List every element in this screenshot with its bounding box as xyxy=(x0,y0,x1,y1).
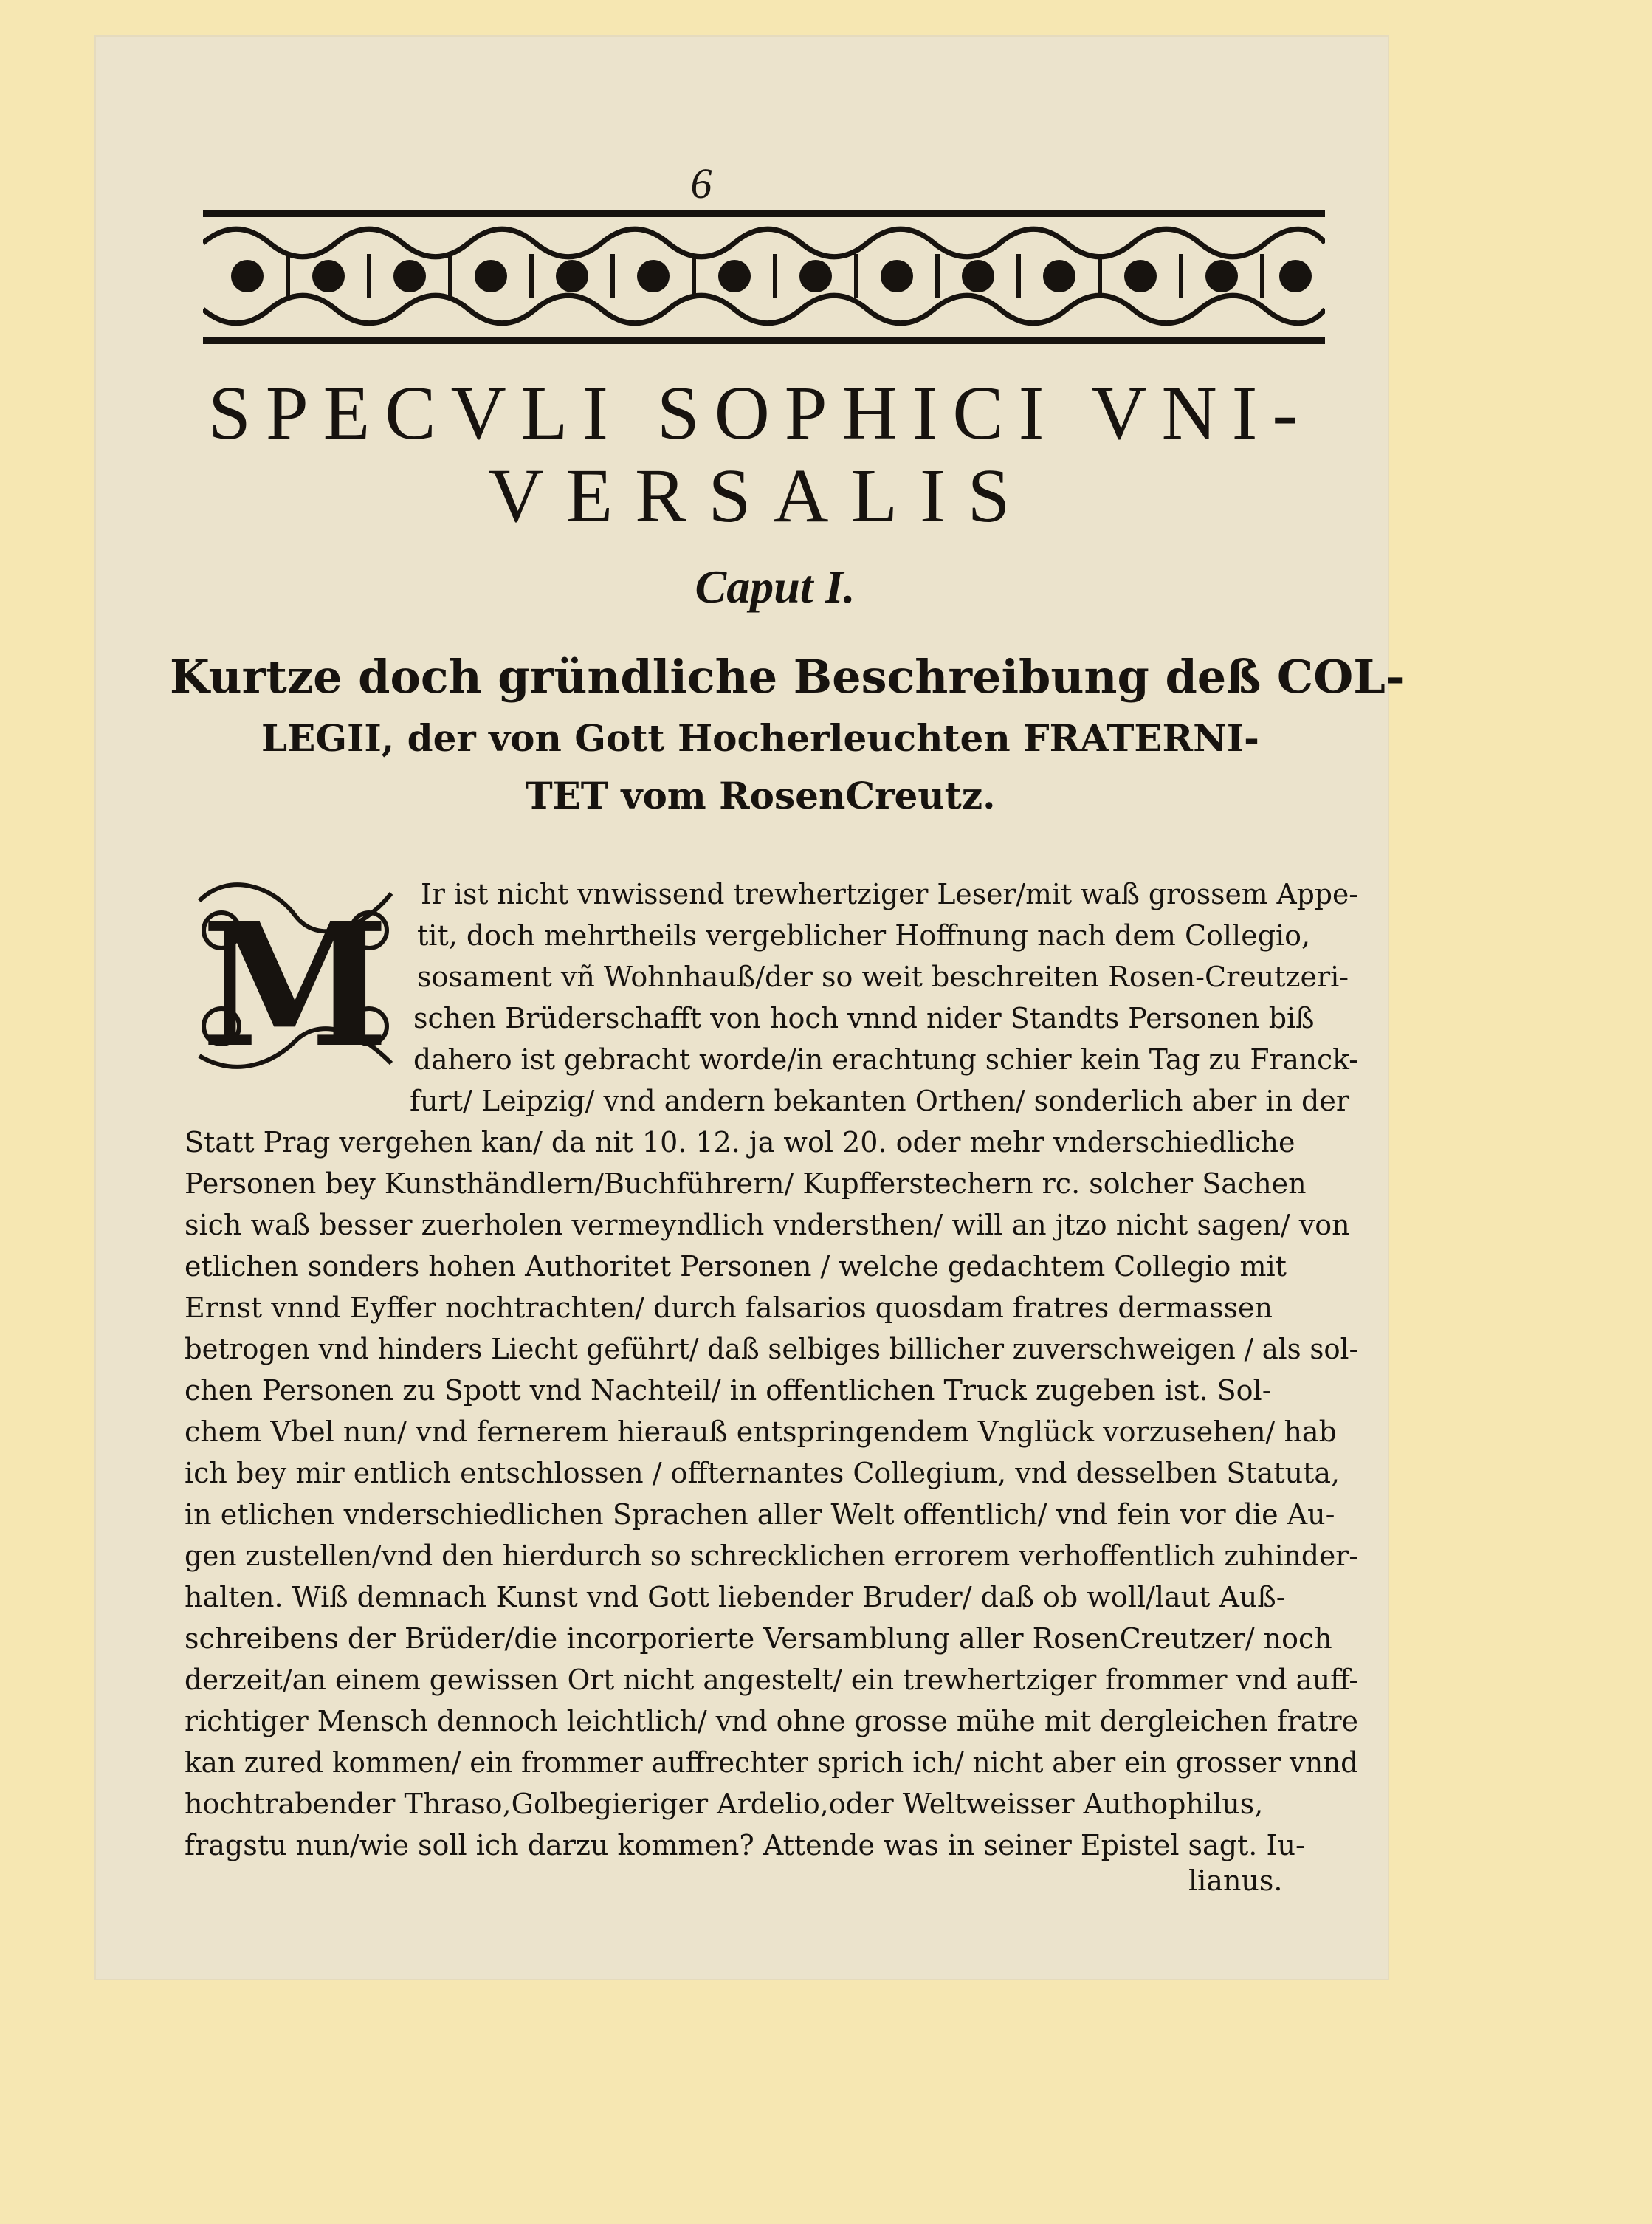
body-line-22: kan zured kommen/ ein frommer auffrechter sprich ich/ nicht aber ein grosser vnnd xyxy=(185,1746,1358,1779)
body-line-18: halten. Wiß demnach Kunst vnd Gott liebender Bruder/ daß ob woll/laut Auß- xyxy=(185,1581,1286,1613)
body-line-4: schen Brüderschafft von hoch vnnd nider Standts Personen biß xyxy=(413,1002,1315,1034)
body-line-7: Statt Prag vergehen kan/ da nit 10. 12. ja wol 20. oder mehr vnderschiedliche xyxy=(185,1126,1295,1159)
body-line-20: derzeit/an einem gewissen Ort nicht angestelt/ ein trewhertziger frommer vnd auff- xyxy=(185,1664,1358,1696)
body-line-25: lianus. xyxy=(1188,1864,1283,1897)
body-line-12: betrogen vnd hinders Liecht geführt/ daß selbiges billicher zuverschweigen / als sol- xyxy=(185,1333,1358,1365)
page-number: 6 xyxy=(690,159,712,207)
ornament-border xyxy=(203,210,1325,344)
body-line-19: schreibens der Brüder/die incorporierte Versamblung aller RosenCreutzer/ noch xyxy=(185,1622,1332,1655)
body-line-23: hochtrabender Thraso,Golbegieriger Ardelio,oder Weltweisser Authophilus, xyxy=(185,1788,1264,1820)
body-line-17: gen zustellen/vnd den hierdurch so schrecklichen errorem verhoffentlich zuhinder- xyxy=(185,1540,1358,1572)
body-line-1: Ir ist nicht vnwissend trewhertziger Leser/mit waß grossem Appe- xyxy=(421,878,1358,910)
heading-line-1: Kurtze doch gründliche Beschreibung deß COL- xyxy=(170,650,1405,704)
body-line-5: dahero ist gebracht worde/in erachtung schier kein Tag zu Franck- xyxy=(413,1043,1358,1076)
body-line-10: etlichen sonders hohen Authoritet Personen / welche gedachtem Collegio mit xyxy=(185,1250,1287,1283)
title-line-1: SPECVLI SOPHICI VNI- xyxy=(208,371,1312,456)
body-line-3: sosament vñ Wohnhauß/der so weit beschreiten Rosen-Creutzeri- xyxy=(417,961,1349,993)
body-line-11: Ernst vnnd Eyffer nochtrachten/ durch falsarios quosdam fratres dermassen xyxy=(185,1291,1273,1324)
body-line-6: furt/ Leipzig/ vnd andern bekanten Orthen/ sonderlich aber in der xyxy=(410,1085,1349,1117)
body-line-24: fragstu nun/wie soll ich darzu kommen? Attende was in seiner Epistel sagt. Iu- xyxy=(185,1829,1305,1861)
body-line-14: chem Vbel nun/ vnd fernerem hierauß entspringendem Vnglück vorzusehen/ hab xyxy=(185,1415,1337,1448)
heading-line-3: TET vom RosenCreutz. xyxy=(525,774,996,817)
chapter-heading: Caput I. xyxy=(695,560,856,613)
body-line-16: in etlichen vnderschiedlichen Sprachen aller Welt offentlich/ vnd fein vor die Au- xyxy=(185,1498,1335,1531)
body-line-21: richtiger Mensch dennoch leichtlich/ vnd ohne grosse mühe mit dergleichen fratre xyxy=(185,1705,1358,1737)
dropcap-letter: M xyxy=(201,886,390,1085)
body-line-2: tit, doch mehrtheils vergeblicher Hoffnung nach dem Collegio, xyxy=(417,919,1311,952)
body-line-13: chen Personen zu Spott vnd Nachteil/ in offentlichen Truck zugeben ist. Sol- xyxy=(185,1374,1272,1407)
body-line-9: sich waß besser zuerholen vermeyndlich vndersthen/ will an jtzo nicht sagen/ von xyxy=(185,1209,1350,1241)
decorated-initial-M xyxy=(185,871,406,1085)
body-line-8: Personen bey Kunsthändlern/Buchführern/ Kupfferstechern rc. solcher Sachen xyxy=(185,1167,1307,1200)
body-line-15: ich bey mir entlich entschlossen / offternantes Collegium, vnd desselben Statuta, xyxy=(185,1457,1340,1489)
title-line-2: VERSALIS xyxy=(488,453,1033,538)
heading-line-2: LEGII, der von Gott Hocherleuchten FRATERNI- xyxy=(261,716,1259,760)
